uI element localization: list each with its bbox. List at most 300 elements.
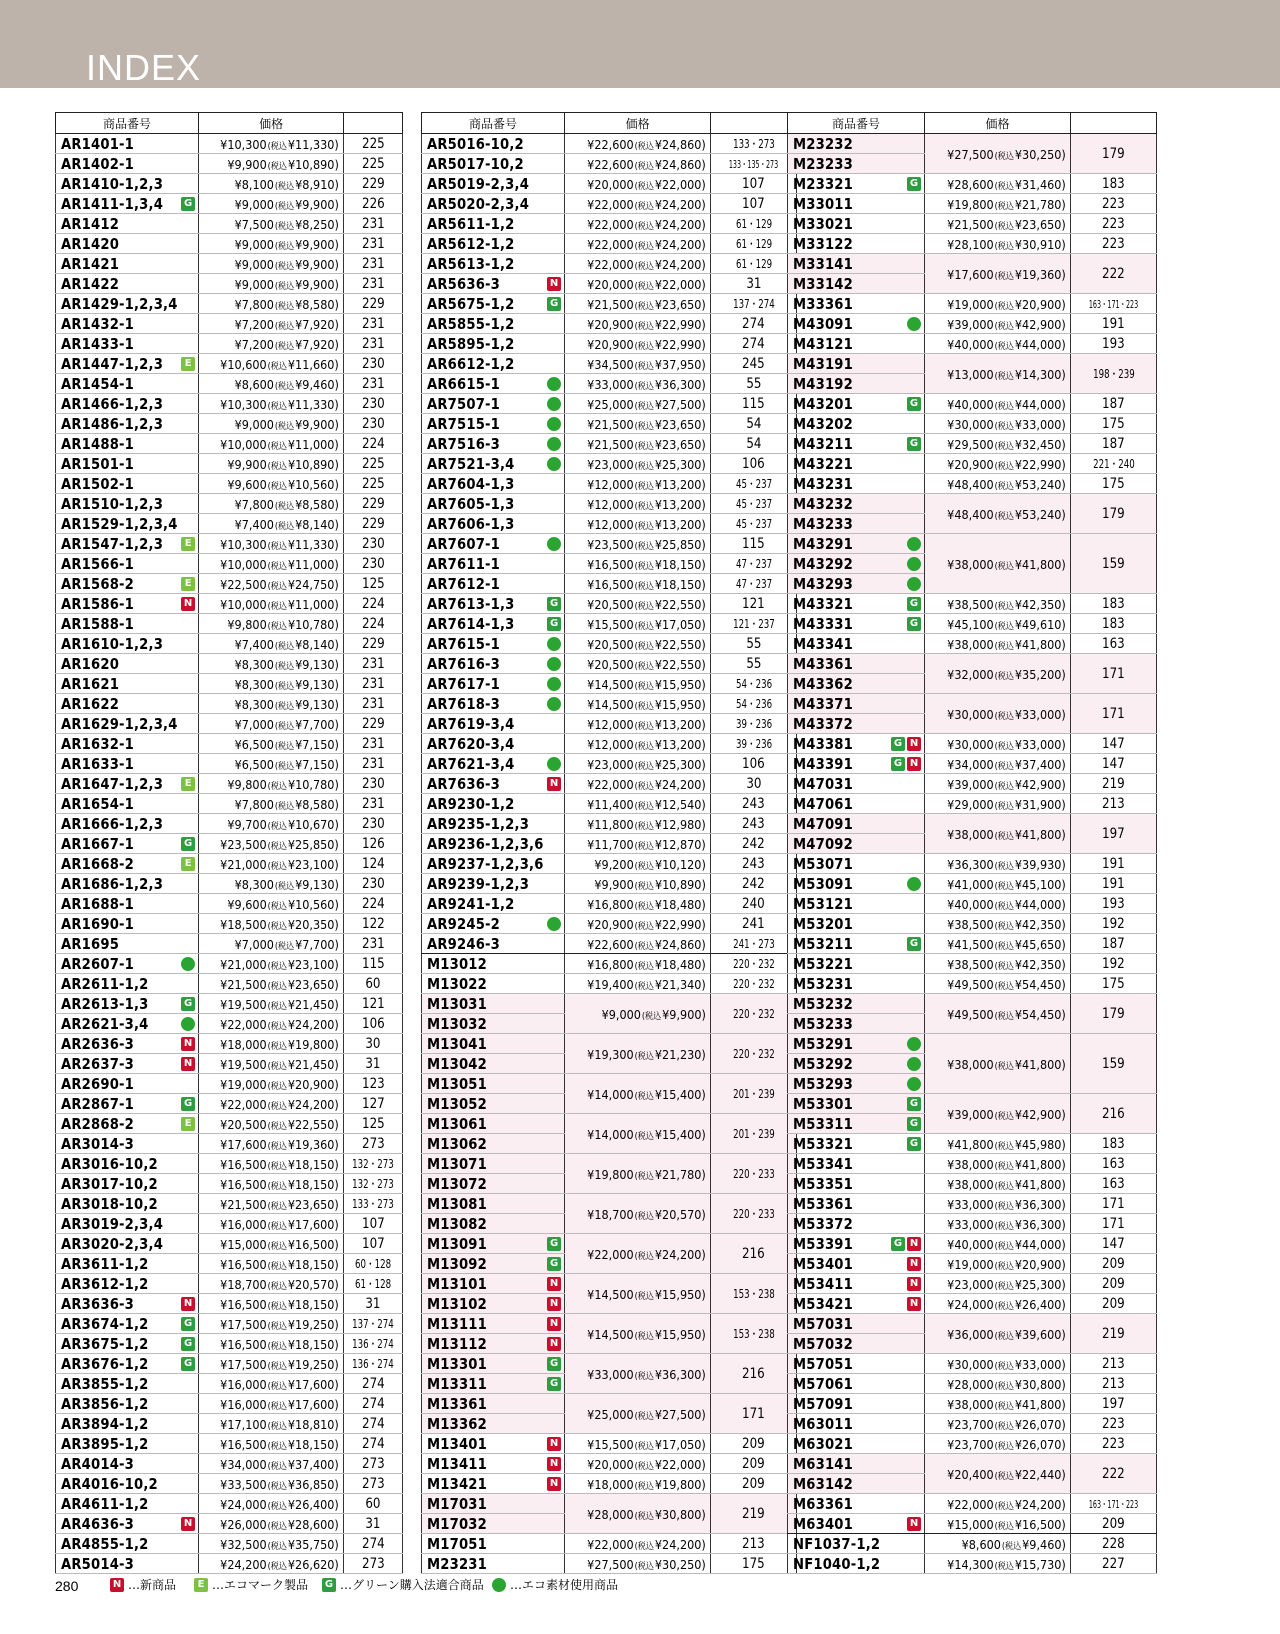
price-with-tax: ¥37,950 [655,357,702,372]
product-code-cell [788,1434,925,1454]
price: ¥22,000 [587,257,634,272]
price-cell: ¥22,600(税込¥24,860) [565,134,711,154]
tax-included-label: 税込 [271,1062,288,1072]
page-cell [344,1554,403,1574]
product-code-cell [422,954,565,974]
product-code: AR7619-3,4 [427,715,515,733]
price-with-tax: ¥24,860 [655,157,702,172]
page-reference: 175 [1102,415,1125,432]
price-cell: ¥9,000(税込¥9,900) [199,254,344,274]
price: ¥16,000 [220,1397,267,1412]
table-row [56,394,403,414]
table-row [422,154,797,174]
price-cell: ¥17,500(税込¥19,250) [199,1314,344,1334]
page-cell [344,1134,403,1154]
price-cell: ¥28,000(税込¥30,800) [565,1494,711,1534]
product-code-cell [788,474,925,494]
page-cell [711,1494,797,1534]
page-cell [1071,334,1157,354]
new-product-badge: N [907,757,921,771]
product-code: AR7613-1,3 [427,595,515,613]
page-reference: 125 [361,575,385,592]
product-code-cell [56,1034,199,1054]
product-code: M63141 [793,1455,853,1473]
product-code: AR5017-10,2 [427,155,524,173]
price-cell: ¥30,000(税込¥33,000) [925,414,1071,434]
price-cell: ¥38,000(税込¥41,800) [925,534,1071,594]
price: ¥18,500 [220,917,267,932]
product-code: AR5675-1,2 [427,295,515,313]
price-with-tax: ¥32,450 [1015,437,1062,452]
page-cell [711,514,797,534]
price-cell: ¥33,000(税込¥36,300) [565,374,711,394]
product-code-cell [56,194,199,214]
product-code: AR6612-1,2 [427,355,515,373]
price-cell: ¥33,000(税込¥36,300) [925,1194,1071,1214]
product-code-cell [788,1554,925,1574]
price-cell: ¥20,900(税込¥22,990) [565,314,711,334]
product-code-cell [56,1314,199,1334]
tax-included-label: 税込 [271,1302,288,1312]
table-row [788,1414,1157,1434]
price: ¥7,400 [234,517,275,532]
page-reference: 39・236 [735,717,772,731]
price-cell: ¥41,000(税込¥45,100) [925,874,1071,894]
price: ¥28,100 [947,237,994,252]
tax-included-label: 税込 [271,902,288,912]
product-code: M43121 [793,335,853,353]
table-row [422,394,797,414]
product-code: M13411 [427,1455,487,1473]
page-reference: 123 [361,1075,385,1092]
page-cell [344,314,403,334]
new-product-badge: N [547,777,561,791]
tax-included-label: 税込 [271,1202,288,1212]
product-code-cell [788,294,925,314]
product-code: M33142 [793,275,853,293]
price-with-tax: ¥10,890 [655,877,702,892]
price: ¥21,000 [220,857,267,872]
price: ¥22,000 [947,1497,994,1512]
product-code-cell [422,1294,565,1314]
price: ¥8,600 [961,1537,1002,1552]
price: ¥21,000 [220,957,267,972]
price: ¥16,500 [220,1297,267,1312]
page-reference: 222 [1102,265,1125,282]
page-cell [1071,254,1157,294]
price: ¥24,000 [220,1497,267,1512]
badge-group [181,197,195,211]
tax-included-label: 税込 [997,322,1015,332]
tax-included-label: 税込 [638,1412,655,1422]
page-cell [711,814,797,834]
product-code-cell [788,634,925,654]
tax-included-label: 税込 [997,1472,1015,1482]
product-code-cell [56,574,199,594]
page-cell [711,294,797,314]
product-code: AR1566-1 [61,555,135,573]
page-reference: 132・273 [352,1177,394,1191]
product-code-cell [56,834,199,854]
page-reference: 222 [1102,1465,1125,1482]
product-code: AR3636-3 [61,1295,135,1313]
badge-group [907,317,921,331]
product-code: M53372 [793,1215,853,1233]
product-code-cell [422,1214,565,1234]
tax-included-label: 税込 [278,522,295,532]
table-row [56,534,403,554]
price-cell: ¥22,000(税込¥24,200) [565,1534,711,1554]
price-cell: ¥16,000(税込¥17,600) [199,1374,344,1394]
page-cell [344,1394,403,1414]
price-cell: ¥11,700(税込¥12,870) [565,834,711,854]
price-cell: ¥23,700(税込¥26,070) [925,1414,1071,1434]
product-code: AR1610-1,2,3 [61,635,164,653]
table-row [422,1434,797,1454]
price: ¥8,300 [234,877,275,892]
product-code-cell [422,614,565,634]
page-number: 280 [55,1578,79,1594]
product-code-cell [422,594,565,614]
green-purchase-badge: G [547,1357,561,1371]
page-cell [344,614,403,634]
price: ¥10,300 [220,397,267,412]
product-code: M43192 [793,375,853,393]
product-code: M57031 [793,1315,853,1333]
badge-group [181,537,195,551]
tax-included-label: 税込 [638,402,655,412]
page-reference: 127 [361,1095,385,1112]
badge-group [907,1277,921,1291]
tax-included-label: 税込 [271,1042,288,1052]
product-code-cell [788,954,925,974]
product-code: AR5613-1,2 [427,255,515,273]
product-code: M43292 [793,555,853,573]
product-code: AR1686-1,2,3 [61,875,164,893]
product-code: AR7616-3 [427,655,501,673]
product-code-cell [788,574,925,594]
price-cell: ¥22,600(税込¥24,860) [565,934,711,954]
table-row [788,1494,1157,1514]
price-with-tax: ¥12,870 [655,837,702,852]
price-cell: ¥16,500(税込¥18,150) [199,1334,344,1354]
product-code-cell [422,1094,565,1114]
new-product-badge: N [181,1297,195,1311]
price: ¥17,500 [220,1357,267,1372]
product-code: AR9246-3 [427,935,501,953]
price-cell: ¥49,500(税込¥54,450) [925,974,1071,994]
product-code: M13102 [427,1295,487,1313]
green-purchase-badge: G [181,197,195,211]
price-with-tax: ¥21,780 [655,1167,702,1182]
tax-included-label: 税込 [638,782,655,792]
price-cell: ¥38,000(税込¥41,800) [925,1034,1071,1094]
price: ¥15,000 [947,1517,994,1532]
price-with-tax: ¥28,600 [288,1517,335,1532]
page-reference: 54・236 [735,677,772,691]
table-row [422,1394,797,1414]
table-row [788,894,1157,914]
price-with-tax: ¥19,250 [288,1317,335,1332]
product-code: M53341 [793,1155,853,1173]
tax-included-label: 税込 [638,722,655,732]
product-code-cell [422,1474,565,1494]
green-purchase-badge: G [181,1337,195,1351]
price-with-tax: ¥33,000 [1015,737,1062,752]
page-reference: 230 [361,415,385,432]
price-with-tax: ¥11,000 [288,557,335,572]
new-product-badge: N [907,1517,921,1531]
product-code-cell [422,1014,565,1034]
product-code: AR1654-1 [61,795,135,813]
tax-included-label: 税込 [997,1332,1015,1342]
price-with-tax: ¥24,200 [655,777,702,792]
price-cell: ¥9,000(税込¥9,900) [199,234,344,254]
product-code: AR5014-3 [61,1555,135,1573]
table-row [788,1394,1157,1414]
page-reference: 223 [1102,235,1125,252]
table-row [788,1514,1157,1534]
page-reference: 231 [361,375,385,392]
product-code: M17031 [427,1495,487,1513]
price: ¥38,000 [947,557,994,572]
page-reference: 187 [1102,935,1125,952]
price-with-tax: ¥18,150 [288,1157,335,1172]
tax-included-label: 税込 [638,1482,655,1492]
product-code: M13361 [427,1395,487,1413]
table-row [56,1054,403,1074]
tax-included-label: 税込 [997,152,1015,162]
green-purchase-badge: G [181,1357,195,1371]
new-product-badge: N [907,1237,921,1251]
price: ¥7,800 [234,497,275,512]
tax-included-label: 税込 [638,842,655,852]
product-code-cell [788,234,925,254]
price-with-tax: ¥7,700 [295,937,335,952]
eco-mark-badge: E [181,777,195,791]
price-with-tax: ¥36,300 [655,1367,702,1382]
product-code-cell [56,174,199,194]
price: ¥34,000 [947,757,994,772]
table-row [422,1114,797,1134]
page-cell [711,794,797,814]
product-code-cell [422,854,565,874]
price: ¥9,900 [227,457,267,472]
tax-included-label: 税込 [278,302,295,312]
price-with-tax: ¥23,650 [655,297,702,312]
price-with-tax: ¥22,550 [288,1117,335,1132]
page-cell [344,134,403,154]
price-cell: ¥9,800(税込¥10,780) [199,774,344,794]
table-row [56,1354,403,1374]
table-row [56,1454,403,1474]
page-reference: 213 [1102,1355,1125,1372]
product-code-cell [56,554,199,574]
price: ¥19,800 [947,197,994,212]
page-reference: 273 [361,1475,385,1492]
product-code: M63021 [793,1435,853,1453]
page-cell [344,474,403,494]
page-cell [1071,1494,1157,1514]
price-with-tax: ¥9,900 [295,277,335,292]
page-reference: 216 [1102,1105,1125,1122]
badge-group [891,737,921,751]
green-purchase-badge: G [547,1237,561,1251]
product-code: AR3018-10,2 [61,1195,158,1213]
price-with-tax: ¥45,100 [1015,877,1062,892]
price: ¥8,300 [234,657,275,672]
product-code: AR1632-1 [61,735,135,753]
price: ¥33,000 [587,1367,634,1382]
legend-text: …エコ素材使用商品 [510,1578,619,1592]
page-reference: 133・135・273 [728,157,779,171]
price-with-tax: ¥24,200 [655,197,702,212]
price: ¥11,700 [587,837,634,852]
price-cell: ¥20,500(税込¥22,550) [565,594,711,614]
product-code: M47091 [793,815,853,833]
product-code-cell [56,434,199,454]
product-code: AR7515-1 [427,415,501,433]
page-cell [1071,1234,1157,1254]
price-cell: ¥9,200(税込¥10,120) [565,854,711,874]
product-code-cell [788,514,925,534]
page-reference: 231 [361,675,385,692]
product-code-cell [422,974,565,994]
price-with-tax: ¥39,930 [1015,857,1062,872]
product-code: AR7604-1,3 [427,475,515,493]
price: ¥20,000 [587,277,634,292]
page-cell [1071,814,1157,854]
price-with-tax: ¥18,150 [288,1337,335,1352]
new-product-badge: N [547,1457,561,1471]
product-code-cell [422,294,565,314]
table-row [56,1154,403,1174]
page-cell [711,774,797,794]
price-cell: ¥7,400(税込¥8,140) [199,634,344,654]
page-cell [344,194,403,214]
table-row [788,494,1157,514]
page-cell [711,534,797,554]
product-code: M13421 [427,1475,487,1493]
page-cell [344,234,403,254]
price-with-tax: ¥24,860 [655,137,702,152]
green-purchase-badge: G [322,1578,336,1592]
product-code: M63361 [793,1495,853,1513]
page-cell [344,494,403,514]
product-code-cell [788,1054,925,1074]
tax-included-label: 税込 [638,422,655,432]
table-row [422,574,797,594]
page-cell [344,1534,403,1554]
tax-included-label: 税込 [638,862,655,872]
page-cell [1071,1094,1157,1134]
badge-group [547,1257,561,1271]
price: ¥23,000 [947,1277,994,1292]
price-with-tax: ¥53,240 [1015,507,1062,522]
table-row [422,314,797,334]
product-code-cell [788,534,925,554]
product-code-cell [422,894,565,914]
page-cell [344,654,403,674]
product-code: AR1402-1 [61,155,135,173]
product-code-cell [422,1554,565,1574]
price: ¥16,500 [220,1177,267,1192]
badge-group [181,857,195,871]
badge-group [181,1097,195,1111]
price: ¥9,800 [227,777,267,792]
tax-included-label: 税込 [271,1502,288,1512]
price-cell: ¥23,500(税込¥25,850) [199,834,344,854]
page-cell [1071,354,1157,394]
price-with-tax: ¥25,300 [655,757,702,772]
price-cell: ¥8,600(税込¥9,460) [199,374,344,394]
page-cell [711,854,797,874]
page-cell [711,1274,797,1314]
badge-group [181,997,195,1011]
page-cell [344,454,403,474]
price-cell: ¥10,000(税込¥11,000) [199,594,344,614]
page-reference: 107 [361,1235,385,1252]
price-with-tax: ¥10,560 [288,897,335,912]
tax-included-label: 税込 [638,642,655,652]
green-purchase-badge: G [907,617,921,631]
table-row [788,994,1157,1014]
page-cell [1071,414,1157,434]
page-reference: 107 [361,1215,385,1232]
price: ¥19,000 [947,1257,994,1272]
price-cell: ¥15,500(税込¥17,050) [565,614,711,634]
page-reference: 220・233 [732,1167,775,1181]
product-code-cell [422,674,565,694]
page-reference: 227 [1102,1555,1125,1572]
product-code-cell [788,1094,925,1114]
price: ¥11,400 [587,797,634,812]
page-reference: 223 [1102,1435,1125,1452]
price-with-tax: ¥30,910 [1015,237,1062,252]
page-cell [711,174,797,194]
price-with-tax: ¥20,900 [1015,1257,1062,1272]
price: ¥6,500 [234,737,275,752]
price-cell: ¥16,500(税込¥18,150) [199,1294,344,1314]
table-row [422,1314,797,1334]
price-cell: ¥21,500(税込¥23,650) [565,414,711,434]
price-cell: ¥20,900(税込¥22,990) [565,914,711,934]
page-reference: 193 [1102,335,1125,352]
product-code-cell [56,394,199,414]
price: ¥26,000 [220,1517,267,1532]
table-row [422,1454,797,1474]
product-code: M13091 [427,1235,487,1253]
price-with-tax: ¥30,250 [1015,147,1062,162]
price-with-tax: ¥42,900 [1015,777,1062,792]
product-code-cell [422,494,565,514]
product-code: M17051 [427,1535,487,1553]
page-cell [344,754,403,774]
page-reference: 225 [361,475,385,492]
page-reference: 47・237 [735,577,772,591]
badge-group [907,1097,921,1111]
table-row [56,1554,403,1574]
product-code: M23231 [427,1555,487,1573]
product-code: M43321 [793,595,853,613]
table-row [788,314,1157,334]
product-code-cell [788,674,925,694]
page-reference: 224 [361,595,385,612]
price-cell: ¥22,000(税込¥24,200) [565,234,711,254]
page-cell [711,894,797,914]
page-reference: 230 [361,875,385,892]
page-cell [1071,874,1157,894]
